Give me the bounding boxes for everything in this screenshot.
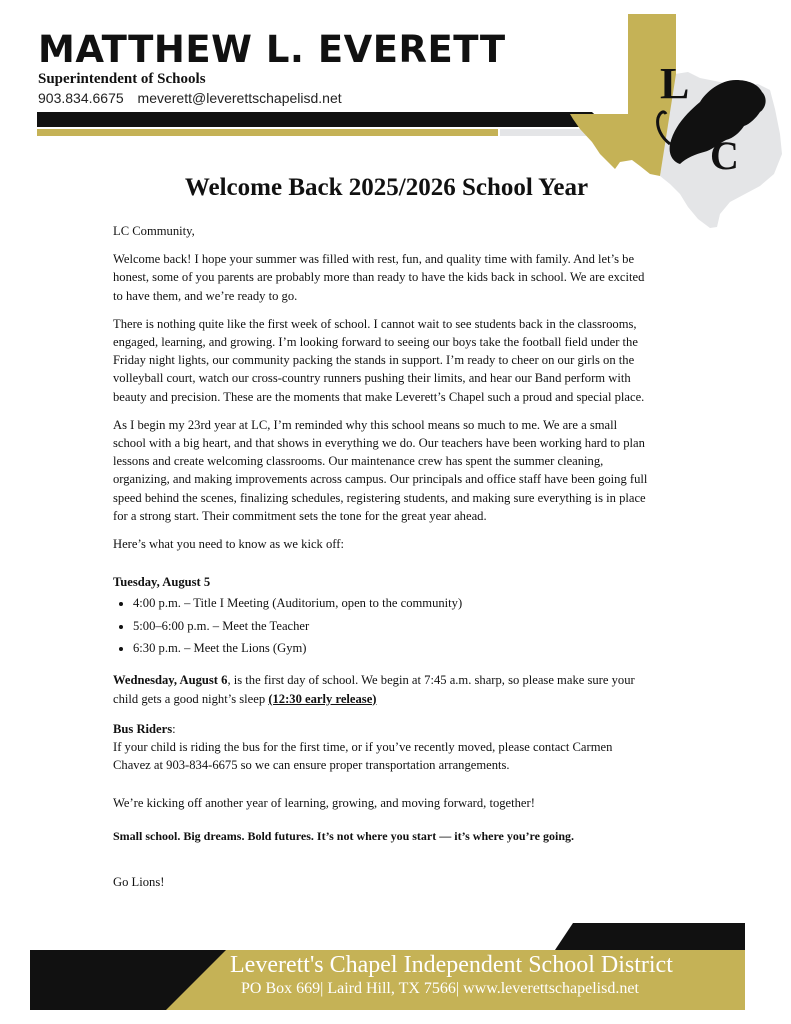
superintendent-title: Superintendent of Schools [38, 71, 206, 87]
footer-address-line: PO Box 669| Laird Hill, TX 7566| www.leverettschapelisd.net [241, 980, 639, 997]
superintendent-name: MATTHEW L. EVERETT [38, 28, 506, 71]
footer-black-tab [555, 923, 745, 950]
phone-number: 903.834.6675 [38, 90, 124, 106]
letter-title: Welcome Back 2025/2026 School Year [184, 174, 589, 201]
greeting: LC Community, [113, 224, 195, 238]
header-gold-bar [37, 129, 498, 136]
header-black-bar [37, 112, 608, 127]
schedule-item: • 5:00–6:00 p.m. – Meet the Teacher [133, 617, 653, 635]
footer-district-name: Leverett's Chapel Independent School District [230, 952, 673, 978]
tuesday-schedule [113, 594, 653, 657]
paragraph-4: Here’s what you need to know as we kick off: [113, 537, 344, 552]
bus-paragraph: If your child is riding the bus for the first time, or if you’ve recently moved, please contact Carmen Chavez at 903-834-6675 so we can ensure proper transportation arrangements. [113, 740, 613, 773]
wednesday-heading: Wednesday, August 6 [113, 673, 228, 688]
logo-letter-l: L [660, 59, 690, 108]
schedule-item: • 6:30 p.m. – Meet the Lions (Gym) [133, 639, 653, 657]
signoff: Go Lions! [113, 874, 165, 889]
bus-colon: : [172, 721, 176, 736]
tuesday-heading: Tuesday, August 5 [113, 575, 211, 590]
paragraph-1: Welcome back! I hope your summer was filled with rest, fun, and quality time with family. And let’s be honest, some of you parents are probably more than ready to have the kids back in school. We are excited to have them, and we’re ready to go. [113, 252, 645, 303]
closing-line: We’re kicking off another year of learning, growing, and moving forward, together! [113, 796, 535, 811]
bus-heading: Bus Riders [113, 721, 173, 736]
wednesday-text: , is the first day of school. We begin at 7:45 a.m. sharp, so please make sure your child gets a good night’s sleep [113, 673, 635, 706]
paragraph-2: There is nothing quite like the first week of school. I cannot wait to see students back in the classrooms, engaged, learning, and growing. I’m looking forward to seeing our boys take the football field under the Friday night lights, our community packing the stands in support. I’m ready to cheer on our girls on the volleyball court, watch our cross-country runners pushing their limits, and hear our Band perform with beauty and precision. These are the moments that make Leverett’s Chapel such a proud and special place. [113, 316, 645, 404]
letter-body [113, 222, 653, 901]
logo-letter-c: C [710, 133, 739, 178]
bus-heading-line [113, 720, 653, 738]
schedule-item: • 4:00 p.m. – Title I Meeting (Auditorium, open to the community) [133, 594, 653, 612]
email-address[interactable]: meverett@leverettschapelisd.net [137, 90, 342, 106]
early-release-note: (12:30 early release) [268, 691, 377, 706]
paragraph-3: As I begin my 23rd year at LC, I’m reminded why this school means so much to me. We are a small school with a big heart, and that shows in everything we do. Our teachers have been working hard to plan lessons and create welcoming classrooms. Our maintenance crew has spent the summer cleaning, organizing, and making improvements across campus. Our principals and office staff have been going full speed behind the scenes, finalizing schedules, registering students, and making sure everything is in place for a strong start. Their commitment sets the tone for the great year ahead. [113, 417, 648, 523]
motto: Small school. Big dreams. Bold futures. It’s not where you start — it’s where you’re going. [113, 828, 574, 843]
wednesday-paragraph [113, 671, 653, 707]
contact-line [38, 90, 348, 106]
